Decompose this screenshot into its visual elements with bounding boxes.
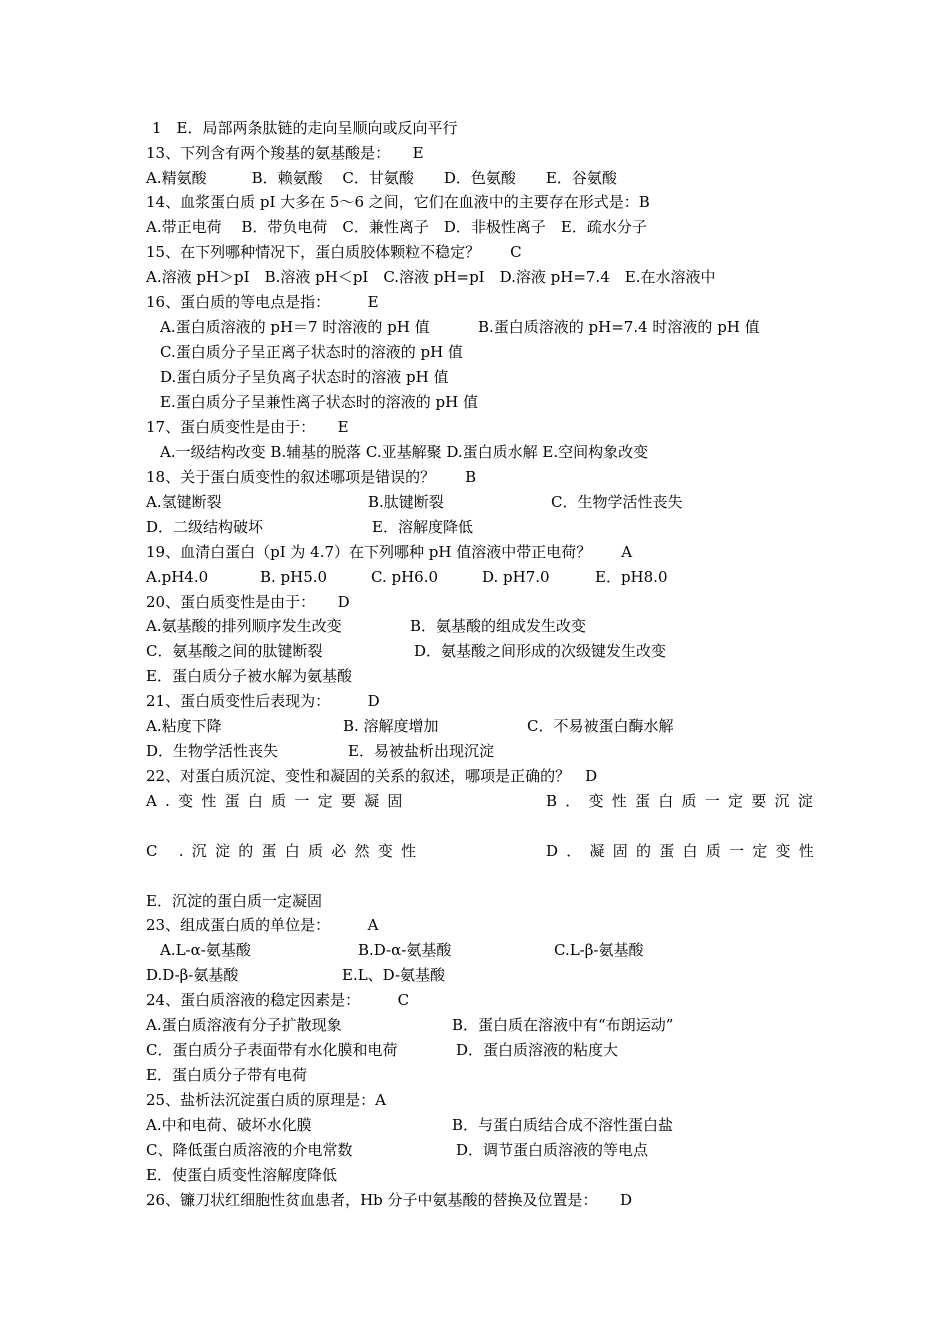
text-segment: D.D-β-氨基酸 [146, 966, 239, 984]
text-segment: E．pH8.0 [595, 568, 668, 586]
text-segment: C、降低蛋白质溶液的介电常数 [146, 1141, 353, 1159]
text-segment: E.蛋白质分子呈兼性离子状态时的溶液的 pH 值 [160, 393, 478, 411]
text-segment: C.L-β-氨基酸 [554, 941, 644, 959]
text-segment: E．沉淀的蛋白质一定凝固 [146, 892, 322, 910]
text-segment: A.中和电荷、破坏水化膜 [146, 1116, 312, 1134]
text-segment: 23、组成蛋白质的单位是： A [146, 916, 379, 934]
text-segment: C .沉淀的蛋白质必然变性 [146, 842, 425, 860]
text-segment: 14、血浆蛋白质 pI 大多在 5～6 之间，它们在血液中的主要存在形式是：B [146, 193, 650, 211]
text-segment: C. pH6.0 [371, 568, 439, 586]
text-segment: 16、蛋白质的等电点是指： E [146, 293, 379, 311]
text-segment: C．不易被蛋白酶水解 [527, 717, 674, 735]
text-segment: D．凝固的蛋白质一定变性 [546, 842, 823, 860]
text-segment: 1 E．局部两条肽链的走向呈顺向或反向平行 [152, 119, 458, 137]
text-segment: B. 溶解度增加 [343, 717, 439, 735]
text-segment: 24、蛋白质溶液的稳定因素是： C [146, 991, 410, 1009]
text-segment: B.D-α-氨基酸 [358, 941, 452, 959]
text-segment: C.蛋白质分子呈正离子状态时的溶液的 pH 值 [160, 343, 463, 361]
text-segment: 25、盐析法沉淀蛋白质的原理是：A [146, 1091, 386, 1109]
text-segment: B.肽键断裂 [368, 493, 444, 511]
text-segment: A.蛋白质溶液的 pH＝7 时溶液的 pH 值 [160, 318, 430, 336]
text-segment: B. pH5.0 [260, 568, 328, 586]
text-segment: E.L、D-氨基酸 [342, 966, 446, 984]
text-segment: 22、对蛋白质沉淀、变性和凝固的关系的叙述，哪项是正确的？ D [146, 767, 598, 785]
text-segment: B.蛋白质溶液的 pH=7.4 时溶液的 pH 值 [478, 318, 760, 336]
text-segment: 20、蛋白质变性是由于： D [146, 593, 350, 611]
text-segment: 21、蛋白质变性后表现为： D [146, 692, 380, 710]
text-segment: D．氨基酸之间形成的次级键发生改变 [414, 642, 667, 660]
text-segment: D．调节蛋白质溶液的等电点 [456, 1141, 649, 1159]
text-segment: A.蛋白质溶液有分子扩散现象 [146, 1016, 342, 1034]
text-segment: C．氨基酸之间的肽键断裂 [146, 642, 323, 660]
text-segment: A.一级结构改变 B.辅基的脱落 C.亚基解聚 D.蛋白质水解 E.空间构象改变 [160, 443, 649, 461]
text-segment: A.氨基酸的排列顺序发生改变 [146, 617, 342, 635]
text-segment: E．易被盐析出现沉淀 [348, 742, 494, 760]
text-segment: A.溶液 pH＞pI B.溶液 pH＜pI C.溶液 pH=pI D.溶液 pH=7.4 E.在水溶液中 [146, 268, 716, 286]
text-segment: D．二级结构破坏 [146, 518, 264, 536]
text-segment: A.精氨酸 B．赖氨酸 C．甘氨酸 D．色氨酸 E．谷氨酸 [146, 169, 617, 187]
text-segment: B．与蛋白质结合成不溶性蛋白盐 [452, 1116, 674, 1134]
text-segment: 15、在下列哪种情况下，蛋白质胶体颗粒不稳定？ C [146, 243, 522, 261]
text-segment: A.带正电荷 B．带负电荷 C．兼性离子 D．非极性离子 E．疏水分子 [146, 218, 647, 236]
text-segment: 26、镰刀状红细胞性贫血患者，Hb 分子中氨基酸的替换及位置是： D [146, 1191, 633, 1209]
text-segment: 19、血清白蛋白（pI 为 4.7）在下列哪种 pH 值溶液中带正电荷？ A [146, 543, 633, 561]
text-segment: A.变性蛋白质一定要凝固 [146, 792, 411, 810]
text-segment: E．蛋白质分子被水解为氨基酸 [146, 667, 352, 685]
text-segment: B．蛋白质在溶液中有“布朗运动” [452, 1016, 674, 1034]
text-segment: E．蛋白质分子带有电荷 [146, 1066, 307, 1084]
text-segment: A.氢键断裂 [146, 493, 222, 511]
text-segment: 18、关于蛋白质变性的叙述哪项是错误的？ B [146, 468, 477, 486]
text-segment: A.粘度下降 [146, 717, 222, 735]
text-segment: A.pH4.0 [146, 568, 209, 586]
text-segment: B．氨基酸的组成发生改变 [410, 617, 587, 635]
text-segment: D．蛋白质溶液的粘度大 [456, 1041, 619, 1059]
text-segment: 13、下列含有两个羧基的氨基酸是： E [146, 144, 424, 162]
text-segment: D.蛋白质分子呈负离子状态时的溶液 pH 值 [160, 368, 449, 386]
text-segment: E．使蛋白质变性溶解度降低 [146, 1166, 337, 1184]
text-segment: C．蛋白质分子表面带有水化膜和电荷 [146, 1041, 398, 1059]
text-segment: D. pH7.0 [482, 568, 550, 586]
text-segment: A.L-α-氨基酸 [160, 941, 251, 959]
text-segment: E．溶解度降低 [372, 518, 473, 536]
text-segment: 17、蛋白质变性是由于： E [146, 418, 349, 436]
text-segment: B．变性蛋白质一定要沉淀 [546, 792, 822, 810]
text-segment: D．生物学活性丧失 [146, 742, 279, 760]
text-segment: C．生物学活性丧失 [551, 493, 683, 511]
